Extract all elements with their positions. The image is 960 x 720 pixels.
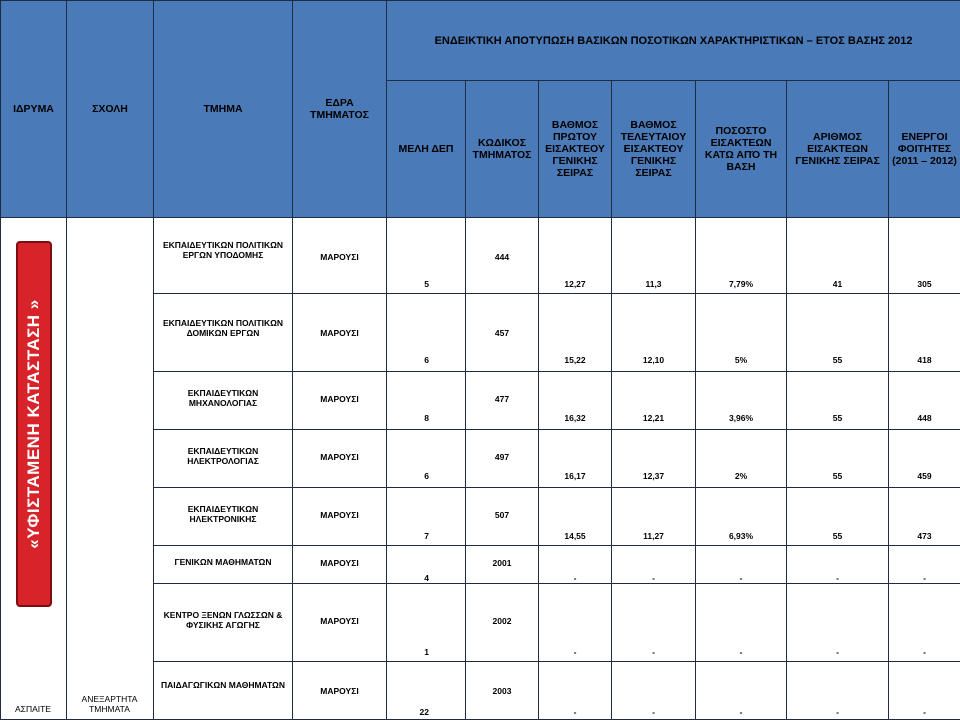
department-name: ΠΑΙΔΑΓΩΓΙΚΩΝ ΜΑΘΗΜΑΤΩΝ [154, 662, 293, 720]
seat-cell: ΜΑΡΟΥΣΙ [293, 294, 387, 372]
department-name: ΕΚΠΑΙΔΕΥΤΙΚΩΝ ΗΛΕΚΤΡΟΛΟΓΙΑΣ [154, 430, 293, 488]
active-students-cell: 473 [889, 488, 960, 546]
header-below-base: ΠΟΣΟΣΤΟ ΕΙΣΑΚΤΕΩΝ ΚΑΤΩ ΑΠΌ ΤΗ ΒΑΣΗ [696, 81, 787, 218]
faculty-cell: 8 [387, 372, 466, 430]
first-score-cell: - [539, 584, 612, 662]
first-score-cell: 14,55 [539, 488, 612, 546]
faculty-cell: 5 [387, 218, 466, 294]
last-score-cell: - [612, 584, 696, 662]
active-students-cell: 459 [889, 430, 960, 488]
institution-label: ΑΣΠΑΙΤΕ [0, 704, 66, 714]
seat-cell: ΜΑΡΟΥΣΙ [293, 218, 387, 294]
admitted-cell: - [787, 546, 889, 584]
admitted-cell: 55 [787, 372, 889, 430]
faculty-cell: 1 [387, 584, 466, 662]
code-cell: 457 [466, 294, 539, 372]
department-name: ΕΚΠΑΙΔΕΥΤΙΚΩΝ ΜΗΧΑΝΟΛΟΓΙΑΣ [154, 372, 293, 430]
school-cell [67, 218, 154, 720]
status-stamp [18, 243, 50, 605]
first-score-cell: 15,22 [539, 294, 612, 372]
admitted-cell: - [787, 662, 889, 720]
faculty-cell: 6 [387, 430, 466, 488]
below-base-cell: - [696, 662, 787, 720]
last-score-cell: 11,3 [612, 218, 696, 294]
admitted-cell: - [787, 584, 889, 662]
admitted-cell: 55 [787, 488, 889, 546]
school-label: ΑΝΕΞΑΡΤΗΤΑ ΤΜΗΜΑΤΑ [66, 694, 153, 714]
faculty-cell: 7 [387, 488, 466, 546]
header-code: ΚΩΔΙΚΟΣ ΤΜΗΜΑΤΟΣ [466, 81, 539, 218]
faculty-cell: 4 [387, 546, 466, 584]
department-name: ΕΚΠΑΙΔΕΥΤΙΚΩΝ ΗΛΕΚΤΡΟΝΙΚΗΣ [154, 488, 293, 546]
last-score-cell: 12,10 [612, 294, 696, 372]
first-score-cell: - [539, 546, 612, 584]
header-department: ΤΜΗΜΑ [154, 1, 293, 218]
code-cell: 444 [466, 218, 539, 294]
active-students-cell: 418 [889, 294, 960, 372]
seat-cell: ΜΑΡΟΥΣΙ [293, 662, 387, 720]
header-active-students: ΕΝΕΡΓΟΙ ΦΟΙΤΗΤΕΣ (2011 – 2012) [889, 81, 960, 218]
table-title: ΕΝΔΕΙΚΤΙΚΗ ΑΠΟΤΥΠΩΣΗ ΒΑΣΙΚΩΝ ΠΟΣΟΤΙΚΩΝ ΧΑΡΑΚΤΗΡΙΣΤΙΚΩΝ – ΕΤΟΣ ΒΑΣΗΣ 2012 [387, 1, 960, 81]
last-score-cell: - [612, 546, 696, 584]
last-score-cell: 12,37 [612, 430, 696, 488]
below-base-cell: - [696, 546, 787, 584]
header-first-score: ΒΑΘΜΟΣ ΠΡΩΤΟΥ ΕΙΣΑΚΤΕΟΥ ΓΕΝΙΚΗΣ ΣΕΙΡΑΣ [539, 81, 612, 218]
below-base-cell: 2% [696, 430, 787, 488]
code-cell: 477 [466, 372, 539, 430]
active-students-cell: 448 [889, 372, 960, 430]
below-base-cell: 5% [696, 294, 787, 372]
code-cell: 2002 [466, 584, 539, 662]
department-name: ΕΚΠΑΙΔΕΥΤΙΚΩΝ ΠΟΛΙΤΙΚΩΝ ΔΟΜΙΚΩΝ ΕΡΓΩΝ [154, 294, 293, 372]
below-base-cell: 3,96% [696, 372, 787, 430]
last-score-cell: 11,27 [612, 488, 696, 546]
header-last-score: ΒΑΘΜΟΣ ΤΕΛΕΥΤΑΙΟΥ ΕΙΣΑΚΤΕΟΥ ΓΕΝΙΚΗΣ ΣΕΙΡΑΣ [612, 81, 696, 218]
stamp-label: «ΥΦΙΣΤΑΜΕΝΗ ΚΑΤΑΣΤΑΣΗ » [24, 299, 44, 549]
department-name: ΚΕΝΤΡΟ ΞΕΝΩΝ ΓΛΩΣΣΩΝ & ΦΥΣΙΚΗΣ ΑΓΩΓΗΣ [154, 584, 293, 662]
first-score-cell: 16,32 [539, 372, 612, 430]
seat-cell: ΜΑΡΟΥΣΙ [293, 372, 387, 430]
admitted-cell: 55 [787, 430, 889, 488]
below-base-cell: 6,93% [696, 488, 787, 546]
table-row [1, 218, 960, 294]
faculty-cell: 6 [387, 294, 466, 372]
last-score-cell: 12,21 [612, 372, 696, 430]
admitted-cell: 55 [787, 294, 889, 372]
seat-cell: ΜΑΡΟΥΣΙ [293, 546, 387, 584]
active-students-cell: - [889, 584, 960, 662]
code-cell: 507 [466, 488, 539, 546]
header-institution: ΙΔΡΥΜΑ [1, 1, 67, 218]
active-students-cell: - [889, 546, 960, 584]
code-cell: 2001 [466, 546, 539, 584]
below-base-cell: 7,79% [696, 218, 787, 294]
first-score-cell: - [539, 662, 612, 720]
active-students-cell: - [889, 662, 960, 720]
seat-cell: ΜΑΡΟΥΣΙ [293, 488, 387, 546]
code-cell: 2003 [466, 662, 539, 720]
header-seat: ΕΔΡΑ ΤΜΗΜΑΤΟΣ [293, 1, 387, 218]
code-cell: 497 [466, 430, 539, 488]
last-score-cell: - [612, 662, 696, 720]
admitted-cell: 41 [787, 218, 889, 294]
active-students-cell: 305 [889, 218, 960, 294]
seat-cell: ΜΑΡΟΥΣΙ [293, 430, 387, 488]
department-name: ΓΕΝΙΚΩΝ ΜΑΘΗΜΑΤΩΝ [154, 546, 293, 584]
seat-cell: ΜΑΡΟΥΣΙ [293, 584, 387, 662]
header-admitted: ΑΡΙΘΜΟΣ ΕΙΣΑΚΤΕΩΝ ΓΕΝΙΚΗΣ ΣΕΙΡΑΣ [787, 81, 889, 218]
department-name: ΕΚΠΑΙΔΕΥΤΙΚΩΝ ΠΟΛΙΤΙΚΩΝ ΕΡΓΩΝ ΥΠΟΔΟΜΗΣ [154, 218, 293, 294]
header-faculty: ΜΕΛΗ ΔΕΠ [387, 81, 466, 218]
faculty-cell: 22 [387, 662, 466, 720]
first-score-cell: 16,17 [539, 430, 612, 488]
header-school: ΣΧΟΛΗ [67, 1, 154, 218]
below-base-cell: - [696, 584, 787, 662]
first-score-cell: 12,27 [539, 218, 612, 294]
